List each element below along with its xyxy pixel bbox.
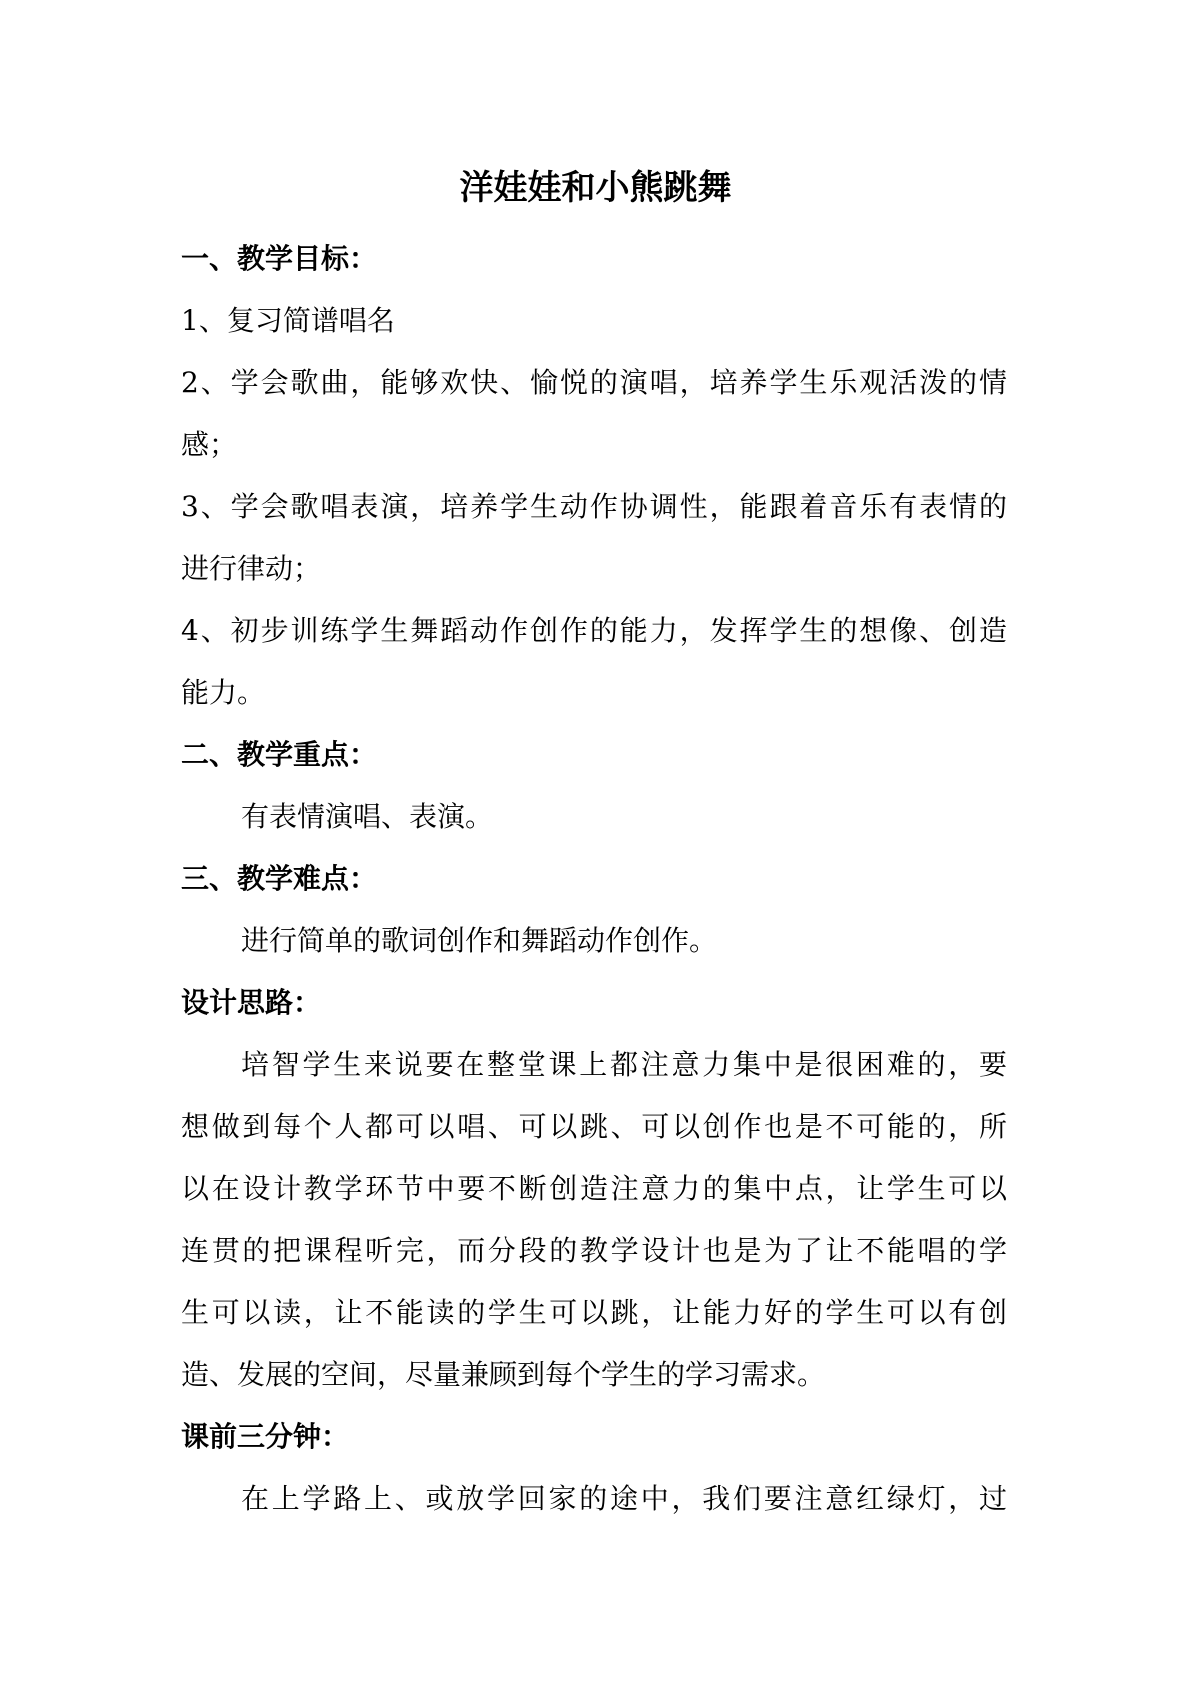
section-heading-key-points: 二、教学重点：	[181, 738, 378, 771]
page-title: 洋娃娃和小熊跳舞	[459, 168, 732, 208]
document-body	[181, 228, 1007, 1530]
goal-item-continuation: 进行律动；	[181, 552, 322, 585]
warmup-paragraph-line: 在上学路上、或放学回家的途中，我们要注意红绿灯，过	[241, 1482, 1007, 1515]
design-paragraph-line: 生可以读，让不能读的学生可以跳，让能力好的学生可以有创	[181, 1296, 1007, 1329]
difficulties-text: 进行简单的歌词创作和舞蹈动作创作。	[241, 924, 718, 957]
goal-item: 2、学会歌曲，能够欢快、愉悦的演唱，培养学生乐观活泼的情	[181, 366, 1007, 399]
design-paragraph-line: 以在设计教学环节中要不断创造注意力的集中点，让学生可以	[181, 1172, 1007, 1205]
goal-item: 1、复习简谱唱名	[181, 304, 395, 337]
goal-item-continuation: 感；	[181, 428, 238, 461]
section-heading-warmup: 课前三分钟：	[181, 1420, 350, 1453]
key-points-text: 有表情演唱、表演。	[241, 800, 494, 833]
design-paragraph-line: 造、发展的空间，尽量兼顾到每个学生的学习需求。	[181, 1358, 826, 1391]
section-heading-difficulties: 三、教学难点：	[181, 862, 378, 895]
design-paragraph-line: 想做到每个人都可以唱、可以跳、可以创作也是不可能的，所	[181, 1110, 1007, 1143]
design-paragraph-line: 连贯的把课程听完，而分段的教学设计也是为了让不能唱的学	[181, 1234, 1007, 1267]
section-heading-design: 设计思路：	[181, 986, 322, 1019]
goal-item-continuation: 能力。	[181, 676, 266, 709]
design-paragraph-line: 培智学生来说要在整堂课上都注意力集中是很困难的，要	[241, 1048, 1007, 1081]
section-heading-goals: 一、教学目标：	[181, 242, 378, 275]
goal-item: 4、初步训练学生舞蹈动作创作的能力，发挥学生的想像、创造	[181, 614, 1007, 647]
goal-item: 3、学会歌唱表演，培养学生动作协调性，能跟着音乐有表情的	[181, 490, 1007, 523]
